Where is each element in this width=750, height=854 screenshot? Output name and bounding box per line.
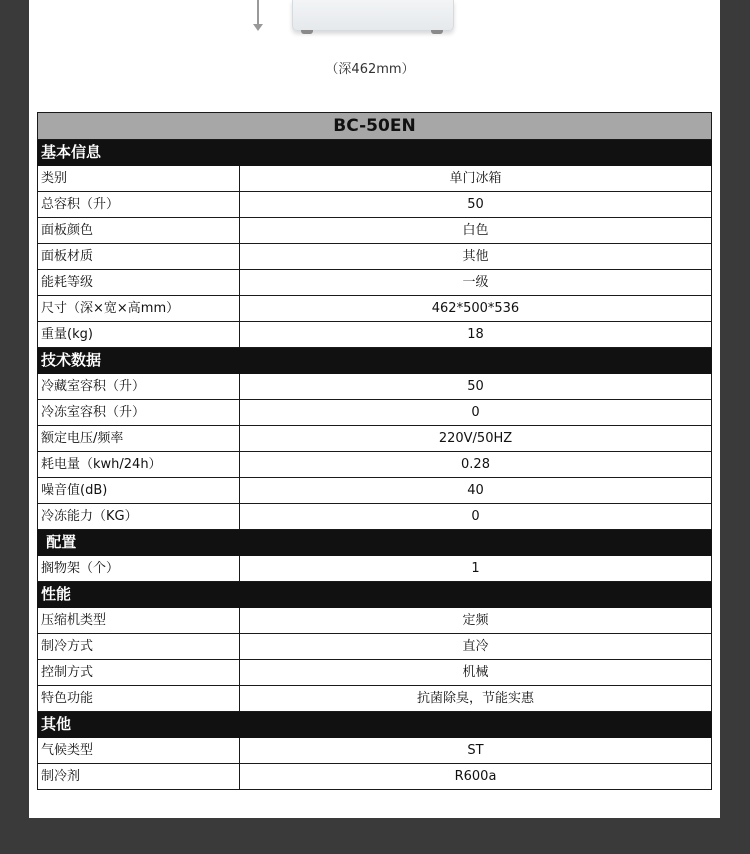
spec-value: 白色 bbox=[240, 218, 712, 244]
section-header bbox=[38, 348, 712, 374]
section-title: 基本信息 bbox=[38, 140, 712, 166]
spec-label: 类别 bbox=[38, 166, 240, 192]
spec-value: 50 bbox=[240, 374, 712, 400]
section-title: 配置 bbox=[38, 530, 712, 556]
spec-value: 462*500*536 bbox=[240, 296, 712, 322]
depth-caption: （深462mm） bbox=[325, 62, 415, 77]
spec-row bbox=[38, 270, 712, 296]
section-title: 技术数据 bbox=[38, 348, 712, 374]
spec-row bbox=[38, 660, 712, 686]
spec-value: 1 bbox=[240, 556, 712, 582]
spec-value: 直冷 bbox=[240, 634, 712, 660]
spec-row bbox=[38, 764, 712, 790]
spec-label: 冷藏室容积（升） bbox=[38, 374, 240, 400]
spec-label: 面板材质 bbox=[38, 244, 240, 270]
spec-label: 面板颜色 bbox=[38, 218, 240, 244]
spec-row bbox=[38, 218, 712, 244]
spec-row bbox=[38, 192, 712, 218]
spec-value: 0.28 bbox=[240, 452, 712, 478]
spec-label: 额定电压/频率 bbox=[38, 426, 240, 452]
spec-value: 0 bbox=[240, 400, 712, 426]
spec-row bbox=[38, 504, 712, 530]
spec-row bbox=[38, 634, 712, 660]
spec-row bbox=[38, 374, 712, 400]
spec-row bbox=[38, 296, 712, 322]
spec-row bbox=[38, 608, 712, 634]
section-header bbox=[38, 530, 712, 556]
section-header bbox=[38, 582, 712, 608]
spec-row bbox=[38, 426, 712, 452]
spec-value: 抗菌除臭，节能实惠 bbox=[240, 686, 712, 712]
spec-table bbox=[37, 112, 712, 790]
spec-value: 18 bbox=[240, 322, 712, 348]
dimension-arrow-head bbox=[253, 24, 263, 31]
spec-label: 气候类型 bbox=[38, 738, 240, 764]
fridge-foot bbox=[301, 30, 313, 34]
spec-row bbox=[38, 478, 712, 504]
spec-label: 冷冻室容积（升） bbox=[38, 400, 240, 426]
fridge-foot bbox=[431, 30, 443, 34]
spec-value: R600a bbox=[240, 764, 712, 790]
spec-row bbox=[38, 452, 712, 478]
spec-label: 搁物架（个） bbox=[38, 556, 240, 582]
model-row bbox=[38, 113, 712, 140]
spec-value: 50 bbox=[240, 192, 712, 218]
spec-value: 定频 bbox=[240, 608, 712, 634]
spec-label: 压缩机类型 bbox=[38, 608, 240, 634]
spec-label: 制冷剂 bbox=[38, 764, 240, 790]
spec-label: 总容积（升） bbox=[38, 192, 240, 218]
spec-row bbox=[38, 738, 712, 764]
section-title: 性能 bbox=[38, 582, 712, 608]
spec-label: 耗电量（kwh/24h） bbox=[38, 452, 240, 478]
spec-value: 单门冰箱 bbox=[240, 166, 712, 192]
section-header bbox=[38, 712, 712, 738]
spec-value: 其他 bbox=[240, 244, 712, 270]
spec-value: 40 bbox=[240, 478, 712, 504]
spec-value: 一级 bbox=[240, 270, 712, 296]
spec-value: 机械 bbox=[240, 660, 712, 686]
product-image bbox=[29, 0, 720, 50]
spec-label: 控制方式 bbox=[38, 660, 240, 686]
spec-row bbox=[38, 556, 712, 582]
model-name: BC-50EN bbox=[38, 113, 712, 140]
spec-label: 特色功能 bbox=[38, 686, 240, 712]
spec-row bbox=[38, 400, 712, 426]
spec-label: 能耗等级 bbox=[38, 270, 240, 296]
spec-label: 尺寸（深×宽×高mm） bbox=[38, 296, 240, 322]
section-header bbox=[38, 140, 712, 166]
spec-value: ST bbox=[240, 738, 712, 764]
fridge-illustration bbox=[292, 0, 454, 31]
spec-label: 制冷方式 bbox=[38, 634, 240, 660]
spec-row bbox=[38, 686, 712, 712]
spec-value: 0 bbox=[240, 504, 712, 530]
spec-row bbox=[38, 166, 712, 192]
spec-row bbox=[38, 322, 712, 348]
spec-label: 噪音值(dB) bbox=[38, 478, 240, 504]
spec-row bbox=[38, 244, 712, 270]
spec-label: 重量(kg) bbox=[38, 322, 240, 348]
spec-label: 冷冻能力（KG） bbox=[38, 504, 240, 530]
dimension-arrow bbox=[257, 0, 259, 26]
section-title: 其他 bbox=[38, 712, 712, 738]
spec-value: 220V/50HZ bbox=[240, 426, 712, 452]
